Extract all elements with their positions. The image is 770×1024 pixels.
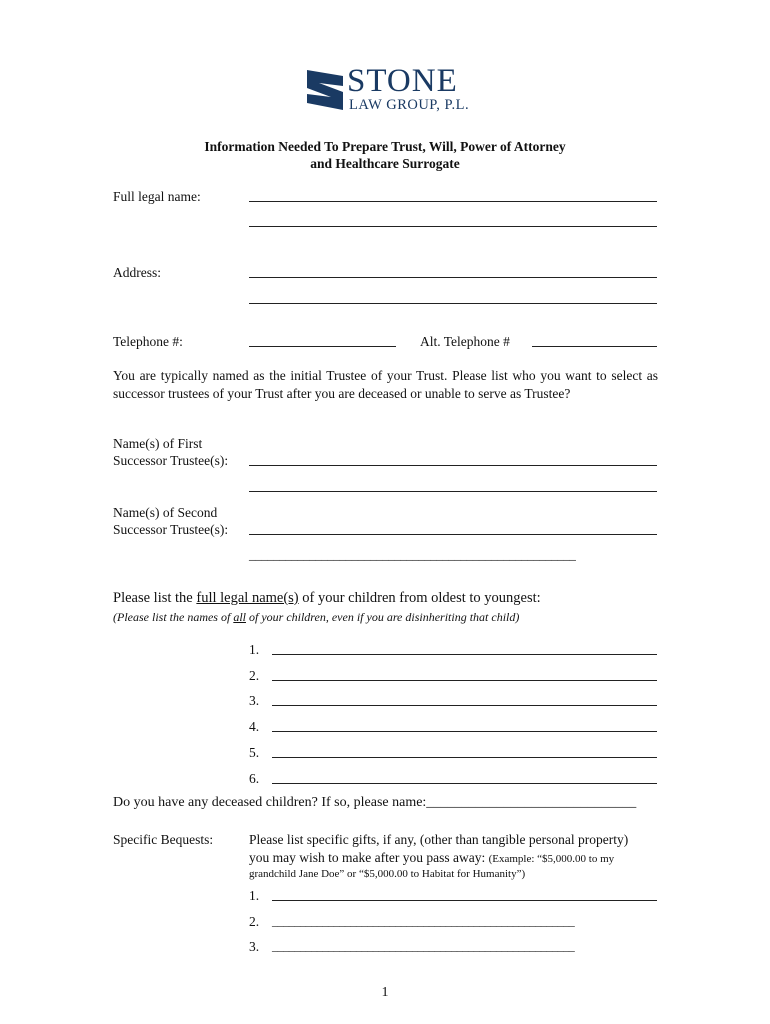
child-number-3: 3. <box>249 693 260 708</box>
bequests-instructions-line3: grandchild Jane Doe” or “$5,000.00 to Habitat for Humanity”) <box>249 868 526 880</box>
child-number-4: 4. <box>249 719 260 734</box>
child-input-3[interactable] <box>272 705 657 706</box>
address-input-line2[interactable] <box>249 303 657 304</box>
bequests-label: Specific Bequests: <box>113 832 214 847</box>
second-successor-label-line2: Successor Trustee(s): <box>113 522 229 537</box>
first-successor-label-line1: Name(s) of First <box>113 436 203 451</box>
logo-mark-icon <box>307 70 343 110</box>
page-title-line2: and Healthcare Surrogate <box>310 156 460 171</box>
child-input-5[interactable] <box>272 757 657 758</box>
children-note: (Please list the names of all of your children, even if you are disinheriting that child) <box>113 610 520 624</box>
child-number-1: 1. <box>249 642 260 657</box>
alt-telephone-label: Alt. Telephone # <box>420 334 510 349</box>
bequest-input-2[interactable]: ______________________________________________________ <box>272 914 575 928</box>
child-number-2: 2. <box>249 668 260 683</box>
page-number: 1 <box>381 985 389 1000</box>
child-input-4[interactable] <box>272 731 657 732</box>
child-input-6[interactable] <box>272 783 657 784</box>
children-instructions: Please list the full legal name(s) of your children from oldest to youngest: <box>113 590 541 606</box>
address-input-line1[interactable] <box>249 277 657 278</box>
bequests-instructions-line1: Please list specific gifts, if any, (other than tangible personal property) <box>249 832 629 847</box>
deceased-children-question[interactable]: Do you have any deceased children? If so, please name:______________________________ <box>113 795 637 810</box>
bequest-number-2: 2. <box>249 914 260 929</box>
bequest-number-3: 3. <box>249 939 260 954</box>
child-number-5: 5. <box>249 745 260 760</box>
trustee-instructions: You are typically named as the initial Trustee of your Trust. Please list who you want to select as successor trustees of your Trust after you are deceased or unable to serve as Trustee? <box>113 368 658 401</box>
child-number-6: 6. <box>249 771 260 786</box>
full-name-input-line2[interactable] <box>249 226 657 227</box>
full-name-label: Full legal name: <box>113 189 201 204</box>
second-successor-input-line2[interactable]: ______________________________________________________ <box>249 548 576 562</box>
first-successor-label-line2: Successor Trustee(s): <box>113 453 229 468</box>
second-successor-input-line1[interactable] <box>249 534 657 535</box>
address-label: Address: <box>113 265 161 280</box>
bequests-instructions-line2: you may wish to make after you pass away: (Example: “$5,000.00 to my <box>249 850 615 865</box>
bequest-number-1: 1. <box>249 888 260 903</box>
first-successor-input-line1[interactable] <box>249 465 657 466</box>
telephone-label: Telephone #: <box>113 334 183 349</box>
logo-name: STONE <box>347 63 458 99</box>
second-successor-label-line1: Name(s) of Second <box>113 505 218 520</box>
bequest-input-1[interactable] <box>272 900 657 901</box>
telephone-input[interactable] <box>249 346 396 347</box>
bequest-input-3[interactable]: ______________________________________________________ <box>272 939 575 953</box>
page-title-line1: Information Needed To Prepare Trust, Will, Power of Attorney <box>204 139 566 154</box>
full-name-input-line1[interactable] <box>249 201 657 202</box>
logo-subtitle: LAW GROUP, P.L. <box>349 97 470 113</box>
child-input-2[interactable] <box>272 680 657 681</box>
alt-telephone-input[interactable] <box>532 346 657 347</box>
first-successor-input-line2[interactable] <box>249 491 657 492</box>
child-input-1[interactable] <box>272 654 657 655</box>
